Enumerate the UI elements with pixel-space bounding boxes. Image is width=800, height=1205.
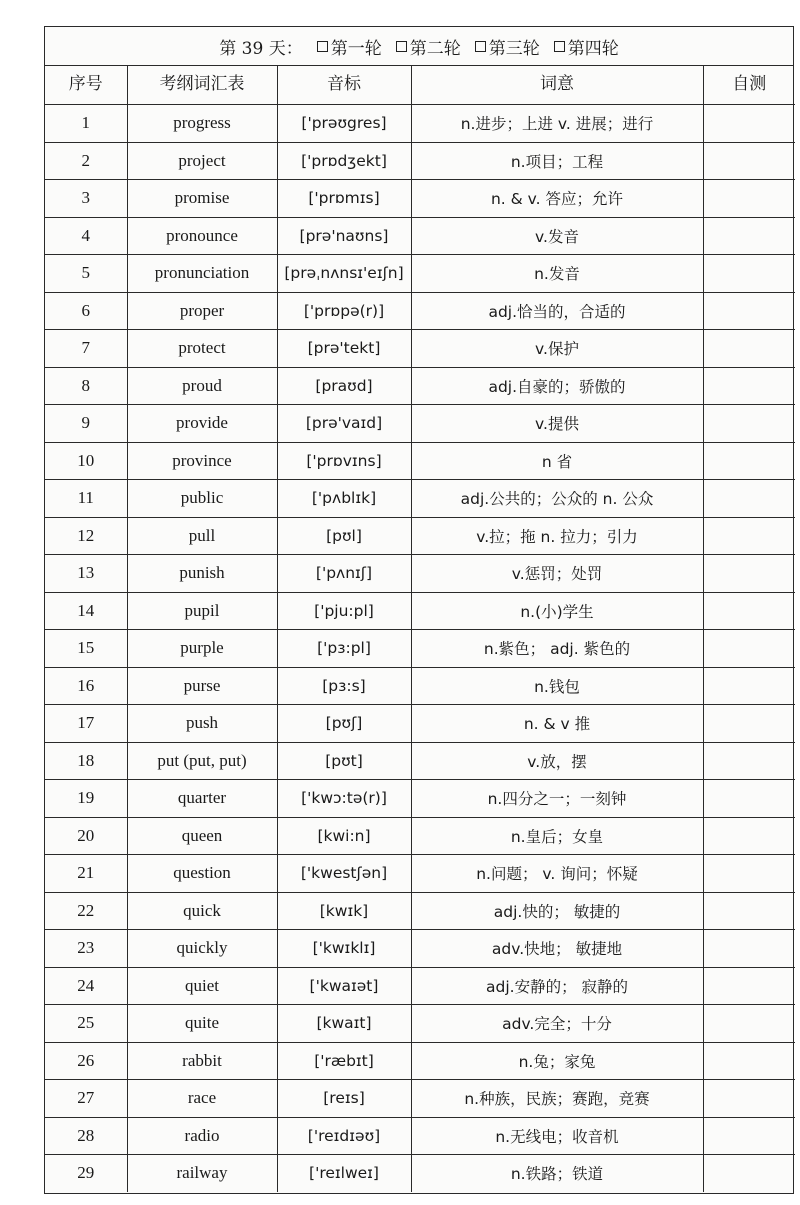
row-word: pronunciation bbox=[127, 255, 277, 293]
row-number: 14 bbox=[45, 592, 127, 630]
row-meaning: n.皇后；女皇 bbox=[411, 817, 703, 855]
row-meaning: adj.自豪的；骄傲的 bbox=[411, 367, 703, 405]
row-number: 21 bbox=[45, 855, 127, 893]
row-word: pupil bbox=[127, 592, 277, 630]
row-number: 3 bbox=[45, 180, 127, 218]
table-row bbox=[45, 1005, 795, 1043]
table-row bbox=[45, 742, 795, 780]
row-number: 22 bbox=[45, 892, 127, 930]
row-meaning: n.项目；工程 bbox=[411, 142, 703, 180]
row-phonetic: ['pʌnɪʃ] bbox=[277, 555, 411, 593]
row-number: 19 bbox=[45, 780, 127, 818]
table-row bbox=[45, 892, 795, 930]
row-word: pull bbox=[127, 517, 277, 555]
row-phonetic: ['prɒvɪns] bbox=[277, 442, 411, 480]
row-word: quickly bbox=[127, 930, 277, 968]
row-self-test-cell[interactable] bbox=[703, 180, 795, 218]
table-row bbox=[45, 217, 795, 255]
row-phonetic: [kwɪk] bbox=[277, 892, 411, 930]
row-meaning: n.紫色； adj. 紫色的 bbox=[411, 630, 703, 668]
table-row bbox=[45, 1042, 795, 1080]
row-phonetic: [pʊl] bbox=[277, 517, 411, 555]
table-row bbox=[45, 105, 795, 143]
row-meaning: v.提供 bbox=[411, 405, 703, 443]
row-phonetic: ['kwestʃən] bbox=[277, 855, 411, 893]
row-meaning: n.进步；上进 v. 进展；进行 bbox=[411, 105, 703, 143]
row-number: 18 bbox=[45, 742, 127, 780]
row-phonetic: [kwaɪt] bbox=[277, 1005, 411, 1043]
row-word: province bbox=[127, 442, 277, 480]
row-phonetic: [praʊd] bbox=[277, 367, 411, 405]
row-phonetic: ['reɪlweɪ] bbox=[277, 1155, 411, 1192]
row-self-test-cell[interactable] bbox=[703, 292, 795, 330]
row-number: 6 bbox=[45, 292, 127, 330]
row-meaning: n 省 bbox=[411, 442, 703, 480]
row-phonetic: ['pɜ:pl] bbox=[277, 630, 411, 668]
row-phonetic: [prəˌnʌnsɪ'eɪʃn] bbox=[277, 255, 411, 293]
row-phonetic: [prə'vaɪd] bbox=[277, 405, 411, 443]
row-word: public bbox=[127, 480, 277, 518]
row-number: 28 bbox=[45, 1117, 127, 1155]
row-phonetic: [pɜ:s] bbox=[277, 667, 411, 705]
row-meaning: n.无线电；收音机 bbox=[411, 1117, 703, 1155]
row-meaning: n.问题； v. 询问；怀疑 bbox=[411, 855, 703, 893]
table-row bbox=[45, 855, 795, 893]
row-meaning: n. & v. 答应；允许 bbox=[411, 180, 703, 218]
row-self-test-cell[interactable] bbox=[703, 330, 795, 368]
row-self-test-cell[interactable] bbox=[703, 442, 795, 480]
checkbox-round-1[interactable] bbox=[317, 41, 328, 52]
row-number: 25 bbox=[45, 1005, 127, 1043]
row-phonetic: ['prɒdʒekt] bbox=[277, 142, 411, 180]
row-self-test-cell[interactable] bbox=[703, 1117, 795, 1155]
round-3: 第三轮 bbox=[475, 34, 540, 59]
table-row bbox=[45, 142, 795, 180]
row-self-test-cell[interactable] bbox=[703, 217, 795, 255]
row-self-test-cell[interactable] bbox=[703, 630, 795, 668]
row-word: purple bbox=[127, 630, 277, 668]
table-row bbox=[45, 180, 795, 218]
row-word: project bbox=[127, 142, 277, 180]
row-number: 15 bbox=[45, 630, 127, 668]
row-self-test-cell[interactable] bbox=[703, 817, 795, 855]
row-word: pronounce bbox=[127, 217, 277, 255]
row-phonetic: [prə'tekt] bbox=[277, 330, 411, 368]
row-phonetic: [kwi:n] bbox=[277, 817, 411, 855]
row-word: quiet bbox=[127, 967, 277, 1005]
table-row bbox=[45, 1080, 795, 1118]
row-number: 7 bbox=[45, 330, 127, 368]
row-phonetic: ['kwaɪət] bbox=[277, 967, 411, 1005]
round-1: 第一轮 bbox=[317, 34, 382, 59]
row-meaning: adj.安静的； 寂静的 bbox=[411, 967, 703, 1005]
vocabulary-table bbox=[45, 66, 795, 1192]
row-meaning: n.(小)学生 bbox=[411, 592, 703, 630]
table-row bbox=[45, 705, 795, 743]
row-meaning: v.惩罚；处罚 bbox=[411, 555, 703, 593]
row-number: 26 bbox=[45, 1042, 127, 1080]
row-number: 16 bbox=[45, 667, 127, 705]
row-word: progress bbox=[127, 105, 277, 143]
row-meaning: n. & v 推 bbox=[411, 705, 703, 743]
row-phonetic: ['kwɔ:tə(r)] bbox=[277, 780, 411, 818]
table-row bbox=[45, 667, 795, 705]
round-2: 第二轮 bbox=[396, 34, 461, 59]
row-meaning: adj.恰当的，合适的 bbox=[411, 292, 703, 330]
row-phonetic: ['kwɪklɪ] bbox=[277, 930, 411, 968]
row-self-test-cell[interactable] bbox=[703, 592, 795, 630]
row-phonetic: ['pʌblɪk] bbox=[277, 480, 411, 518]
row-meaning: n.种族，民族；赛跑，竞赛 bbox=[411, 1080, 703, 1118]
table-row bbox=[45, 555, 795, 593]
row-word: race bbox=[127, 1080, 277, 1118]
row-number: 20 bbox=[45, 817, 127, 855]
table-row bbox=[45, 1117, 795, 1155]
row-number: 17 bbox=[45, 705, 127, 743]
table-row bbox=[45, 255, 795, 293]
row-meaning: adv.快地； 敏捷地 bbox=[411, 930, 703, 968]
row-meaning: v.拉；拖 n. 拉力；引力 bbox=[411, 517, 703, 555]
row-self-test-cell[interactable] bbox=[703, 1155, 795, 1192]
table-row bbox=[45, 780, 795, 818]
checkbox-round-2[interactable] bbox=[396, 41, 407, 52]
row-phonetic: [pʊt] bbox=[277, 742, 411, 780]
row-self-test-cell[interactable] bbox=[703, 1005, 795, 1043]
round-4: 第四轮 bbox=[554, 34, 619, 59]
row-number: 23 bbox=[45, 930, 127, 968]
row-number: 12 bbox=[45, 517, 127, 555]
row-number: 4 bbox=[45, 217, 127, 255]
row-self-test-cell[interactable] bbox=[703, 405, 795, 443]
row-number: 10 bbox=[45, 442, 127, 480]
row-self-test-cell[interactable] bbox=[703, 1042, 795, 1080]
vocabulary-sheet bbox=[44, 26, 794, 1194]
row-self-test-cell[interactable] bbox=[703, 517, 795, 555]
row-number: 2 bbox=[45, 142, 127, 180]
row-word: push bbox=[127, 705, 277, 743]
table-row bbox=[45, 817, 795, 855]
row-meaning: adj.快的； 敏捷的 bbox=[411, 892, 703, 930]
row-meaning: n.四分之一；一刻钟 bbox=[411, 780, 703, 818]
row-phonetic: [reɪs] bbox=[277, 1080, 411, 1118]
row-self-test-cell[interactable] bbox=[703, 855, 795, 893]
column-header-number: 序号 bbox=[45, 66, 127, 105]
row-word: quite bbox=[127, 1005, 277, 1043]
table-row bbox=[45, 967, 795, 1005]
row-meaning: n.发音 bbox=[411, 255, 703, 293]
row-word: protect bbox=[127, 330, 277, 368]
vocabulary-rows bbox=[45, 105, 795, 1192]
row-word: purse bbox=[127, 667, 277, 705]
row-meaning: adj.公共的；公众的 n. 公众 bbox=[411, 480, 703, 518]
row-word: promise bbox=[127, 180, 277, 218]
row-word: quarter bbox=[127, 780, 277, 818]
column-header-meaning: 词意 bbox=[411, 66, 703, 105]
row-word: punish bbox=[127, 555, 277, 593]
row-meaning: n.铁路；铁道 bbox=[411, 1155, 703, 1192]
row-phonetic: ['reɪdɪəʊ] bbox=[277, 1117, 411, 1155]
table-row bbox=[45, 330, 795, 368]
checkbox-round-4[interactable] bbox=[554, 41, 565, 52]
table-row bbox=[45, 930, 795, 968]
row-word: radio bbox=[127, 1117, 277, 1155]
row-number: 1 bbox=[45, 105, 127, 143]
row-number: 8 bbox=[45, 367, 127, 405]
row-word: railway bbox=[127, 1155, 277, 1192]
row-number: 9 bbox=[45, 405, 127, 443]
row-word: put (put, put) bbox=[127, 742, 277, 780]
column-header-phonetic: 音标 bbox=[277, 66, 411, 105]
row-word: rabbit bbox=[127, 1042, 277, 1080]
row-word: quick bbox=[127, 892, 277, 930]
row-number: 13 bbox=[45, 555, 127, 593]
row-phonetic: ['ræbɪt] bbox=[277, 1042, 411, 1080]
table-row bbox=[45, 442, 795, 480]
day-label: 第 39 天： bbox=[219, 38, 303, 59]
table-header-row bbox=[45, 66, 795, 105]
row-meaning: n.钱包 bbox=[411, 667, 703, 705]
table-row bbox=[45, 480, 795, 518]
table-row bbox=[45, 405, 795, 443]
table-row bbox=[45, 630, 795, 668]
row-phonetic: ['prəʊgres] bbox=[277, 105, 411, 143]
table-row bbox=[45, 367, 795, 405]
column-header-word: 考纲词汇表 bbox=[127, 66, 277, 105]
row-self-test-cell[interactable] bbox=[703, 892, 795, 930]
row-meaning: n.兔；家兔 bbox=[411, 1042, 703, 1080]
row-number: 27 bbox=[45, 1080, 127, 1118]
table-row bbox=[45, 592, 795, 630]
row-phonetic: [prə'naʊns] bbox=[277, 217, 411, 255]
row-self-test-cell[interactable] bbox=[703, 105, 795, 143]
table-row bbox=[45, 517, 795, 555]
table-row bbox=[45, 1155, 795, 1192]
row-phonetic: ['pju:pl] bbox=[277, 592, 411, 630]
row-word: proud bbox=[127, 367, 277, 405]
column-header-self-test: 自测 bbox=[703, 66, 795, 105]
row-meaning: v.保护 bbox=[411, 330, 703, 368]
row-word: proper bbox=[127, 292, 277, 330]
row-number: 11 bbox=[45, 480, 127, 518]
row-self-test-cell[interactable] bbox=[703, 742, 795, 780]
row-self-test-cell[interactable] bbox=[703, 142, 795, 180]
row-self-test-cell[interactable] bbox=[703, 667, 795, 705]
row-phonetic: [pʊʃ] bbox=[277, 705, 411, 743]
row-self-test-cell[interactable] bbox=[703, 1080, 795, 1118]
row-self-test-cell[interactable] bbox=[703, 480, 795, 518]
row-word: queen bbox=[127, 817, 277, 855]
row-meaning: v.放，摆 bbox=[411, 742, 703, 780]
row-number: 29 bbox=[45, 1155, 127, 1192]
sheet-title bbox=[45, 27, 793, 66]
row-self-test-cell[interactable] bbox=[703, 255, 795, 293]
row-phonetic: ['prɒmɪs] bbox=[277, 180, 411, 218]
table-row bbox=[45, 292, 795, 330]
row-word: provide bbox=[127, 405, 277, 443]
row-meaning: adv.完全；十分 bbox=[411, 1005, 703, 1043]
row-meaning: v.发音 bbox=[411, 217, 703, 255]
checkbox-round-3[interactable] bbox=[475, 41, 486, 52]
row-self-test-cell[interactable] bbox=[703, 967, 795, 1005]
row-self-test-cell[interactable] bbox=[703, 780, 795, 818]
row-self-test-cell[interactable] bbox=[703, 367, 795, 405]
row-self-test-cell[interactable] bbox=[703, 705, 795, 743]
row-number: 5 bbox=[45, 255, 127, 293]
row-word: question bbox=[127, 855, 277, 893]
row-number: 24 bbox=[45, 967, 127, 1005]
row-self-test-cell[interactable] bbox=[703, 555, 795, 593]
row-phonetic: ['prɒpə(r)] bbox=[277, 292, 411, 330]
row-self-test-cell[interactable] bbox=[703, 930, 795, 968]
